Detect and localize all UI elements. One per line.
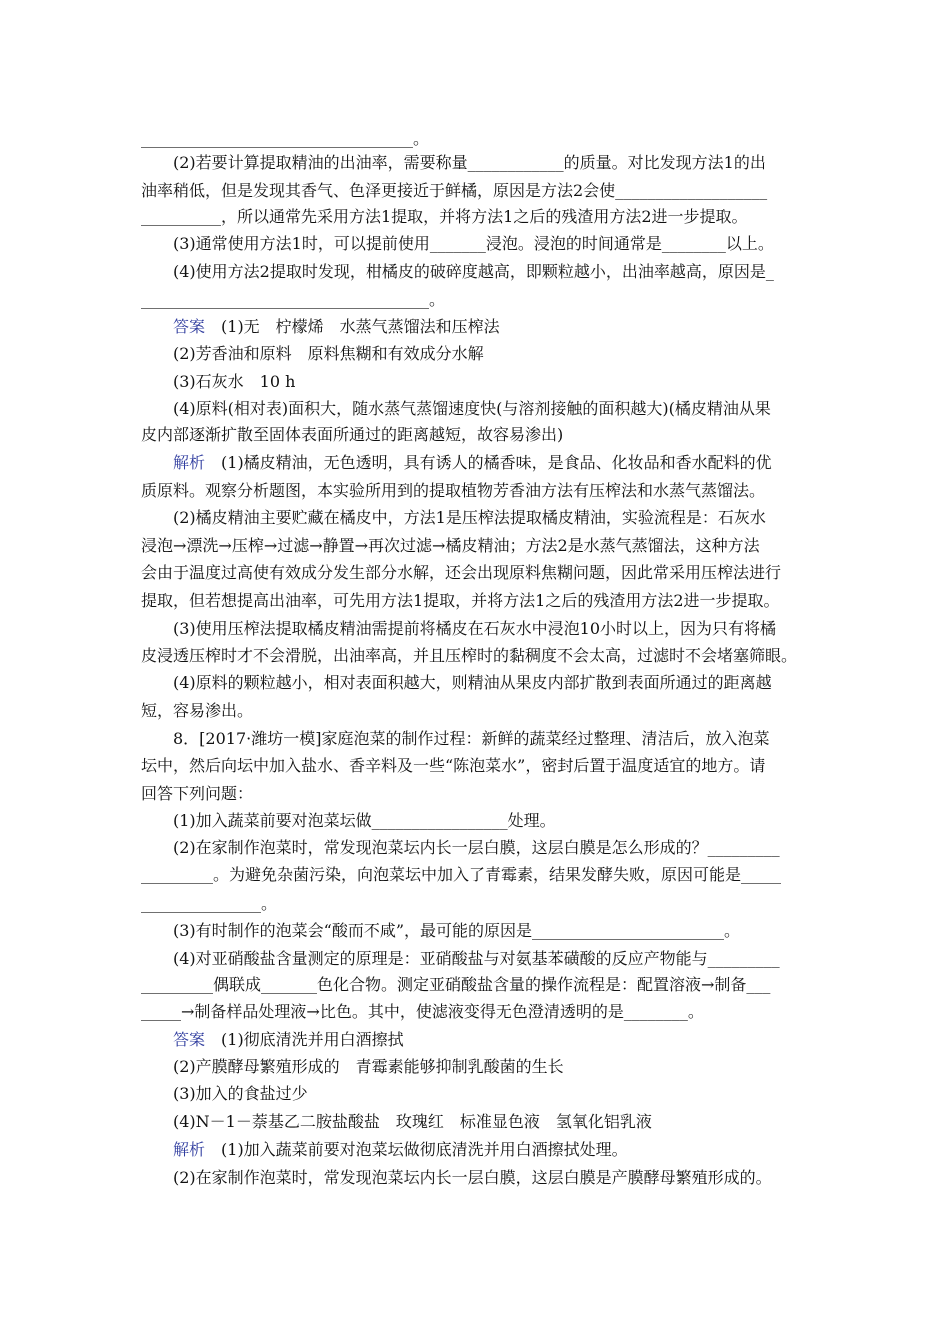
text-line xyxy=(173,231,774,257)
answer-label: 答案 xyxy=(173,317,206,336)
line-text: (2)在家制作泡菜时，常发现泡菜坛内长一层白膜，这层白膜是怎么形成的？_________ xyxy=(173,838,780,857)
line-text: (3)使用压榨法提取橘皮精油需提前将橘皮在石灰水中浸泡10小时以上，因为只有将橘 xyxy=(173,619,777,638)
text-line xyxy=(173,670,772,696)
text-line xyxy=(173,808,556,834)
line-text: 皮浸透压榨时才不会滑脱，出油率高，并且压榨时的黏稠度不会太高，过滤时不会堵塞筛眼。 xyxy=(141,646,798,665)
line-text: (2)产膜酵母繁殖形成的 青霉素能够抑制乳酸菌的生长 xyxy=(173,1057,564,1076)
line-text: (3)通常使用方法1时，可以提前使用_______浸泡。浸泡的时间通常是________以上。 xyxy=(173,234,774,253)
line-text: ____________________________________。 xyxy=(141,290,446,309)
text-line xyxy=(173,1109,652,1135)
line-text: (4)对亚硝酸盐含量测定的原理是：亚硝酸盐与对氨基苯磺酸的反应产物能与_________ xyxy=(173,949,780,968)
text-line xyxy=(141,533,760,559)
line-text: _________偶联成_______色化合物。测定亚硝酸盐含量的操作流程是：配置溶液→制备___ xyxy=(141,975,771,994)
text-line xyxy=(173,835,780,861)
line-text: (2)橘皮精油主要贮藏在橘皮中，方法1是压榨法提取橘皮精油，实验流程是：石灰水 xyxy=(173,508,766,527)
line-text: (2)芳香油和原料 原料焦糊和有效成分水解 xyxy=(173,344,484,363)
text-line xyxy=(141,588,780,614)
line-text: (1)加入蔬菜前要对泡菜坛做彻底清洗并用白酒擦拭处理。 xyxy=(205,1140,628,1159)
text-line xyxy=(141,422,563,448)
text-line xyxy=(173,1137,628,1163)
line-text: (2)在家制作泡菜时，常发现泡菜坛内长一层白膜，这层白膜是产膜酵母繁殖形成的。 xyxy=(173,1168,772,1187)
line-text: 皮内部逐渐扩散至固体表面所通过的距离越短，故容易渗出) xyxy=(141,425,564,444)
line-text: (1)彻底清洗并用白酒擦拭 xyxy=(205,1030,404,1049)
text-line xyxy=(173,1165,772,1191)
line-text: (1)加入蔬菜前要对泡菜坛做_________________处理。 xyxy=(173,811,556,830)
line-text: 质原料。观察分析题图，本实验所用到的提取植物芳香油方法有压榨法和水蒸气蒸馏法。 xyxy=(141,481,766,500)
line-text: 短，容易渗出。 xyxy=(141,701,254,720)
text-line xyxy=(141,643,797,669)
line-text: __________，所以通常先采用方法1提取，并将方法1之后的残渣用方法2进一步提取。 xyxy=(141,207,748,226)
line-text: (1)橘皮精油，无色透明，具有诱人的橘香味，是食品、化妆品和香水配料的优 xyxy=(205,453,772,472)
text-line xyxy=(141,999,704,1025)
text-line xyxy=(141,126,429,152)
line-text: (4)原料的颗粒越小，相对表面积越大，则精油从果皮内部扩散到表面所通过的距离越 xyxy=(173,673,772,692)
line-text: (4)使用方法2提取时发现，柑橘皮的破碎度越高，即颗粒越小，出油率越高，原因是_ xyxy=(173,262,774,281)
text-line xyxy=(173,918,740,944)
text-line xyxy=(173,616,776,642)
text-line xyxy=(141,287,445,313)
line-text: 回答下列问题： xyxy=(141,784,254,803)
text-line xyxy=(173,259,774,285)
text-line xyxy=(141,781,253,807)
line-text: 坛中，然后向坛中加入盐水、香辛料及一些“陈泡菜水”，密封后置于温度适宜的地方。请 xyxy=(141,756,766,775)
text-line xyxy=(141,862,781,888)
line-text: (2)若要计算提取精油的出油率，需要称量____________的质量。对比发现方法1的出 xyxy=(173,153,766,172)
text-line xyxy=(173,341,484,367)
text-line xyxy=(173,1027,404,1053)
text-line xyxy=(141,972,770,998)
text-line xyxy=(141,478,765,504)
text-line xyxy=(173,505,766,531)
text-line xyxy=(173,450,772,476)
line-text: 会由于温度过高使有效成分发生部分水解，还会出现原料焦糊问题，因此常采用压榨法进行 xyxy=(141,563,782,582)
answer-label: 答案 xyxy=(173,1030,206,1049)
line-text: 油率稍低，但是发现其香气、色泽更接近于鲜橘，原因是方法2会使___________________ xyxy=(141,181,768,200)
text-line xyxy=(173,726,769,752)
text-line xyxy=(141,891,277,917)
text-line xyxy=(173,150,766,176)
text-line xyxy=(173,396,771,422)
text-line xyxy=(141,698,253,724)
line-text: 浸泡→漂洗→压榨→过滤→静置→再次过滤→橘皮精油；方法2是水蒸气蒸馏法，这种方法 xyxy=(141,536,760,555)
line-text: (3)加入的食盐过少 xyxy=(173,1084,308,1103)
analysis-label: 解析 xyxy=(173,453,206,472)
line-text: (1)无 柠檬烯 水蒸气蒸馏法和压榨法 xyxy=(205,317,500,336)
line-text: __________________________________。 xyxy=(141,129,430,148)
text-line xyxy=(141,560,781,586)
text-line xyxy=(141,204,748,230)
line-text: (3)有时制作的泡菜会“酸而不咸”，最可能的原因是________________________。 xyxy=(173,921,741,940)
text-line xyxy=(141,753,765,779)
line-text: _______________。 xyxy=(141,894,278,913)
text-line xyxy=(173,369,295,395)
line-text: 8．[2017·潍坊一模]家庭泡菜的制作过程：新鲜的蔬菜经过整理、清洁后，放入泡菜 xyxy=(173,729,770,748)
line-text: (4)N－1－萘基乙二胺盐酸盐 玫瑰红 标准显色液 氢氧化铝乳液 xyxy=(173,1112,652,1131)
text-line xyxy=(173,946,780,972)
text-line xyxy=(173,1054,564,1080)
line-text: _____→制备样品处理液→比色。其中，使滤液变得无色澄清透明的是________。 xyxy=(141,1002,704,1021)
line-text: (4)原料(相对表)面积大，随水蒸气蒸馏速度快(与溶剂接触的面积越大)(橘皮精油从果 xyxy=(173,399,771,418)
text-line xyxy=(173,1081,308,1107)
text-line xyxy=(141,178,767,204)
analysis-label: 解析 xyxy=(173,1140,206,1159)
line-text: (3)石灰水 10 h xyxy=(173,372,296,391)
text-line xyxy=(173,314,500,340)
line-text: _________。为避免杂菌污染，向泡菜坛中加入了青霉素，结果发酵失败，原因可能是_____ xyxy=(141,865,782,884)
line-text: 提取，但若想提高出油率，可先用方法1提取，并将方法1之后的残渣用方法2进一步提取。 xyxy=(141,591,780,610)
